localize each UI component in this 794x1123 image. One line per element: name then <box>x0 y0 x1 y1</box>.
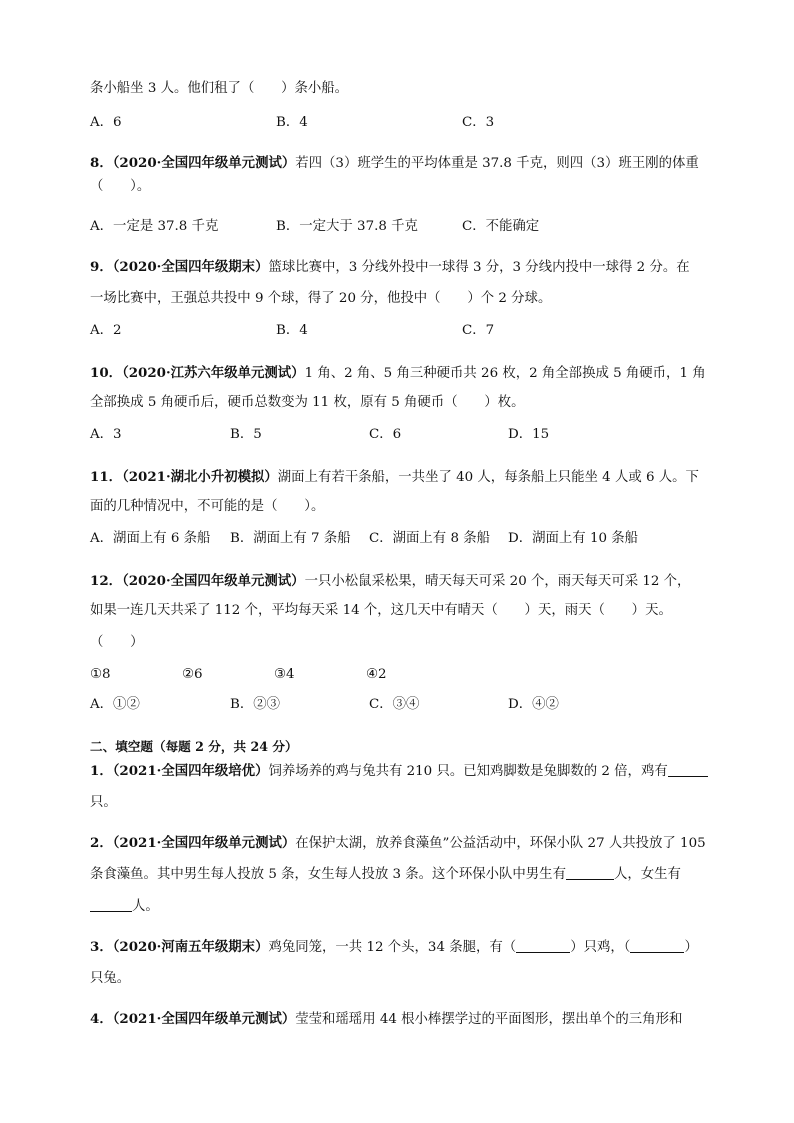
q9-line-2: 一场比赛中，王强总共投中 9 个球，得了 20 分，他投中（ ）个 2 分球。 <box>90 291 552 306</box>
q7-option-b: B．4 <box>276 115 308 130</box>
q8-option-c: C．不能确定 <box>462 219 540 234</box>
q9-option-a: A．2 <box>90 323 122 338</box>
f2-boys-blank[interactable] <box>566 865 614 880</box>
q11-option-a: A．湖面上有 6 条船 <box>90 531 211 546</box>
f4-source: （2021·全国四年级单元测试） <box>112 1011 296 1027</box>
q11-option-c: C．湖面上有 8 条船 <box>369 531 491 546</box>
f2-text-2a: 条食藻鱼。其中男生每人投放 5 条，女生每人投放 3 条。这个环保小队中男生有 <box>90 867 566 882</box>
f1-line-2: 只。 <box>90 795 117 810</box>
q12-line-2: 如果一连几天共采了 112 个，平均每天采 14 个，这几天中有晴天（ ）天，雨天（ ）天。 <box>90 603 672 618</box>
f1-line-1 <box>90 760 708 783</box>
f3-line-1 <box>90 936 698 959</box>
q7-option-c: C．3 <box>462 115 495 130</box>
q10-source: （2020·江苏六年级单元测试） <box>122 365 305 381</box>
q10-option-c: C．6 <box>369 427 402 442</box>
f2-text-2b: 人，女生有 <box>613 867 681 882</box>
q12-option-c: C．③④ <box>369 697 420 712</box>
q12-text: 一只小松鼠采松果，晴天每天可采 20 个，雨天每天可采 12 个， <box>304 574 691 589</box>
q7-option-a: A．6 <box>90 115 122 130</box>
f2-text: 在保护太湖，放养食藻鱼”公益活动中，环保小队 27 人共投放了 105 <box>295 836 706 851</box>
q12-source: （2020·全国四年级单元测试） <box>122 573 305 589</box>
q11-text: 湖面上有若干条船，一共坐了 40 人，每条船上只能坐 4 人或 6 人。下 <box>277 470 699 485</box>
q8-option-a: A．一定是 37.8 千克 <box>90 219 219 234</box>
q12-option-b: B．②③ <box>230 697 281 712</box>
q11-number: 11． <box>90 469 123 485</box>
q11-source: （2021·湖北小升初模拟） <box>122 469 278 485</box>
q10-option-b: B．5 <box>230 427 262 442</box>
q12-number: 12． <box>90 573 123 589</box>
q9-source: （2020·全国四年级期末） <box>112 259 269 275</box>
q12-option-a: A．①② <box>90 697 140 712</box>
f1-number: 1． <box>90 763 113 779</box>
q12-choice-4: ④2 <box>366 667 387 682</box>
q10-option-a: A．3 <box>90 427 122 442</box>
q12-choice-1: ①8 <box>90 667 111 682</box>
f2-number: 2． <box>90 835 113 851</box>
q10-line-1 <box>90 362 706 385</box>
f3-source: （2020·河南五年级期末） <box>112 939 269 955</box>
q11-line-2: 面的几种情况中，不可能的是（ ）。 <box>90 499 325 514</box>
q12-choice-2: ②6 <box>182 667 203 682</box>
q9-option-b: B．4 <box>276 323 308 338</box>
f1-source: （2021·全国四年级培优） <box>112 763 269 779</box>
f4-number: 4． <box>90 1011 113 1027</box>
q12-option-d: D．④② <box>508 697 559 712</box>
f2-line-2 <box>90 864 681 886</box>
f3-text-c: ） <box>684 940 698 955</box>
f2-line-1 <box>90 832 706 855</box>
q10-number: 10． <box>90 365 123 381</box>
f2-girls-blank[interactable] <box>90 897 132 912</box>
f3-line-2: 只兔。 <box>90 971 131 986</box>
q8-number: 8． <box>90 155 113 171</box>
q10-option-d: D．15 <box>508 427 550 442</box>
q7-continuation: 条小船坐 3 人。他们租了（ ）条小船。 <box>90 81 349 96</box>
f4-text: 莹莹和瑶瑶用 44 根小棒摆学过的平面图形，摆出单个的三角形和 <box>295 1012 683 1027</box>
q8-text: 若四（3）班学生的平均体重是 37.8 千克，则四（3）班王刚的体重 <box>295 156 699 171</box>
q12-line-3: （ ） <box>90 635 144 650</box>
q8-source: （2020·全国四年级单元测试） <box>112 155 296 171</box>
f2-source: （2021·全国四年级单元测试） <box>112 835 296 851</box>
f3-rabbit-blank[interactable] <box>630 938 684 953</box>
q10-line-2: 全部换成 5 角硬币后，硬币总数变为 11 枚，原有 5 角硬币（ ）枚。 <box>90 395 525 410</box>
q9-text: 篮球比赛中，3 分线外投中一球得 3 分，3 分线内投中一球得 2 分。在 <box>268 260 690 275</box>
f1-text: 饲养场养的鸡与兔共有 210 只。已知鸡脚数是兔脚数的 2 倍，鸡有 <box>268 764 668 779</box>
q8-option-b: B．一定大于 37.8 千克 <box>276 219 418 234</box>
f3-text-a: 鸡兔同笼，一共 12 个头，34 条腿，有（ <box>268 940 517 955</box>
q12-line-1 <box>90 570 690 593</box>
f2-text-3: 人。 <box>132 899 159 914</box>
f3-chicken-blank[interactable] <box>516 938 570 953</box>
f4-line-1 <box>90 1008 682 1031</box>
f3-number: 3． <box>90 939 113 955</box>
q11-line-1 <box>90 466 699 489</box>
f3-text-b: ）只鸡，（ <box>570 940 631 955</box>
q11-option-b: B．湖面上有 7 条船 <box>230 531 351 546</box>
section-2-title: 二、填空题（每题 2 分，共 24 分） <box>90 739 298 754</box>
q8-line-1 <box>90 152 699 175</box>
q10-text: 1 角、2 角、5 角三种硬币共 26 枚，2 角全部换成 5 角硬币，1 角 <box>304 366 706 381</box>
q9-option-c: C．7 <box>462 323 495 338</box>
q12-choice-3: ③4 <box>274 667 295 682</box>
f2-line-3 <box>90 896 159 918</box>
q11-option-d: D．湖面上有 10 条船 <box>508 531 639 546</box>
q9-number: 9． <box>90 259 113 275</box>
q8-line-2: （ ）。 <box>90 179 151 194</box>
q9-line-1 <box>90 256 690 279</box>
f1-answer-blank[interactable] <box>668 762 708 777</box>
